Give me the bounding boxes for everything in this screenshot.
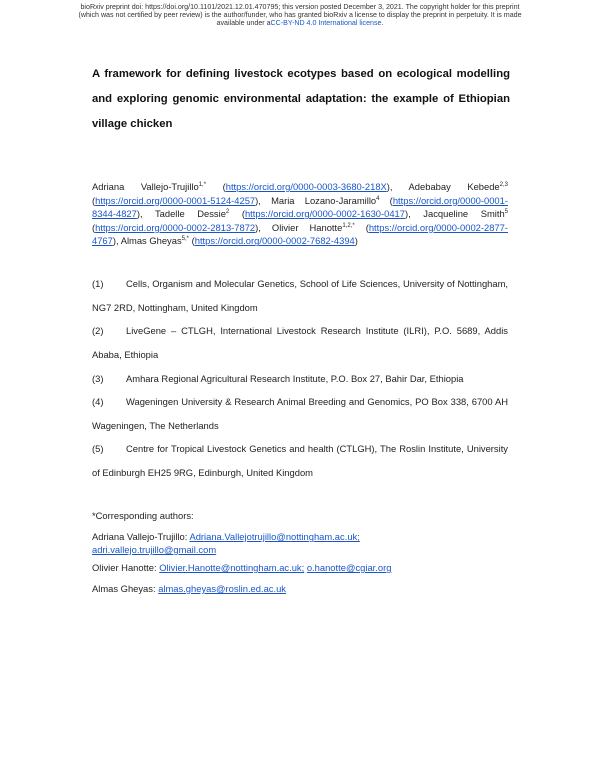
email-link[interactable]: o.hanotte@cgiar.org [306,562,392,573]
email-link[interactable]: Olivier.Hanotte@nottingham.ac.uk; [159,562,305,573]
author-name: Maria Lozano-Jaramillo [271,194,377,206]
orcid-link[interactable]: https://orcid.org/0000-0002-1630-0417 [244,208,405,220]
header-line-1: bioRxiv preprint doi: https://doi.org/10.1101/2021.12.01.470795; this version posted December 3, 2021. The copyright holder for this preprint [80,3,520,11]
author-name: Olivier Hanotte [271,221,343,233]
corresponding-entry: Olivier Hanotte: Olivier.Hanotte@nottingham.ac.uk; o.hanotte@cgiar.org [92,562,392,573]
orcid-link[interactable]: https://orcid.org/0000-0001-5124-4257 [95,194,256,206]
affiliation: (3) Amhara Regional Agricultural Research Institute, P.O. Box 27, Bahir Dar, Ethiopia [92,373,464,384]
orcid-link[interactable]: https://orcid.org/0000-0001-8344-4827 [92,194,508,220]
orcid-link[interactable]: https://orcid.org/0000-0002-2813-7872 [95,221,256,233]
header-line-2: (which was not certified by peer review) is the author/funder, who has granted bioRxiv a license to display the preprint in perpetuity. It is made [78,11,522,20]
header-line-3: available under aCC-BY-ND 4.0 International license. [216,19,384,28]
email-link[interactable]: almas.gheyas@roslin.ed.ac.uk [158,583,286,594]
author-name: Adriana Vallejo-Trujillo [92,181,199,192]
affiliation: (1) Cells, Organism and Molecular Genetics, School of Life Sciences, University of Nottingham, NG7 2RD, Nottingham, United Kingdom [92,278,508,313]
preprint-header [0,3,600,28]
corresponding-entry: Adriana Vallejo-Trujillo: Adriana.Vallejotrujillo@nottingham.ac.uk; adri.vallejo.trujillo@gmail.com [92,531,360,555]
license-link[interactable]: CC-BY-ND 4.0 International license [270,19,382,28]
author-name: Tadelle Dessie [154,208,226,220]
orcid-link[interactable]: https://orcid.org/0000-0002-2877-4767 [92,221,508,247]
corresponding-heading: *Corresponding authors: [92,510,194,521]
corresponding-entry: Almas Gheyas: almas.gheyas@roslin.ed.ac.uk [92,583,286,594]
author-list: Adriana Vallejo-Trujillo$^{1,*}$ (https://orcid.org/0000-0003-3680-218X), Adebabay Kebede$^{2,3}$ (https://orcid.org/0000-0001-5124-4257), Maria Lozano-Jaramillo$^4$ (https://orcid.org/0000-0001-8344-4827), Tadelle Dessie$^2$ (https://orcid.org/0000-0002-1630-0417), Jacqueline Smith$^5$ (https://orcid.org/0000-0002-2813-7872), Olivier Hanotte$^{1,2,*}$ (https://orcid.org/0000-0002-2877-4767), Almas Gheyas$^{5,*}$ (https://orcid.org/0000-0002-7682-4394) [92,181,508,247]
orcid-link[interactable]: https://orcid.org/0000-0003-3680-218X [225,181,387,192]
email-link[interactable]: Adriana.Vallejotrujillo@nottingham.ac.uk; [189,531,360,542]
author-name: Jacqueline Smith [423,208,505,220]
paper-title: A framework for defining livestock ecotypes based on ecological modelling and exploring genomic environmental adaptation: the example of Ethiopian village chicken [92,68,510,130]
affiliation: (2) LiveGene – CTLGH, International Livestock Research Institute (ILRI), P.O. 5689, Addis Ababa, Ethiopia [92,325,508,360]
author-name: Almas Gheyas [120,235,182,247]
affiliation: (4) Wageningen University & Research Animal Breeding and Genomics, PO Box 338, 6700 AH Wageningen, The Netherlands [92,396,508,431]
author-name: Adebabay Kebede [408,181,500,192]
affiliation: (5) Centre for Tropical Livestock Genetics and health (CTLGH), The Roslin Institute, University of Edinburgh EH25 9RG, Edinburgh, United Kingdom [92,443,508,478]
orcid-link[interactable]: https://orcid.org/0000-0002-7682-4394 [194,235,355,247]
email-link[interactable]: adri.vallejo.trujillo@gmail.com [92,544,217,555]
